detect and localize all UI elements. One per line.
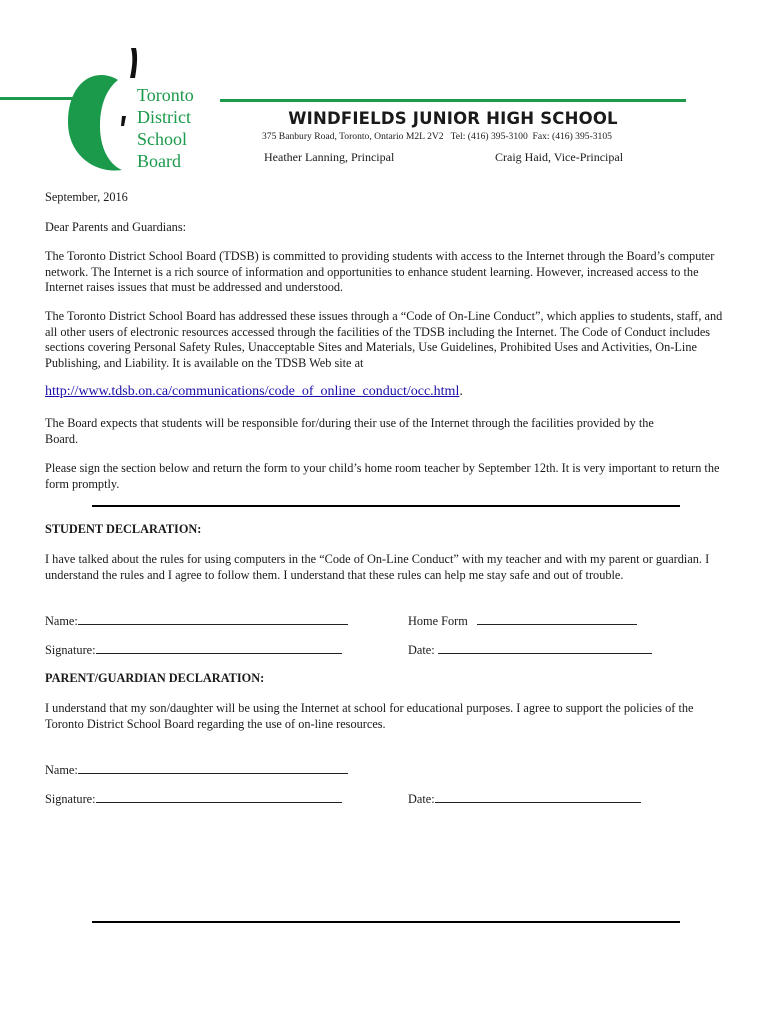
student-signature-row (45, 641, 342, 659)
student-signature-field[interactable] (96, 641, 342, 654)
parent-signature-field[interactable] (96, 790, 342, 803)
school-name: WINDFIELDS JUNIOR HIGH SCHOOL (288, 109, 618, 128)
logo-line-board: Board (137, 151, 181, 171)
school-address: 375 Banbury Road, Toronto, Ontario M2L 2V2 Tel: (416) 395-3100 Fax: (416) 395-3105 (262, 131, 612, 142)
letter-paragraph-2: The Toronto District School Board has addressed these issues through a “Code of On-Line Conduct”, which applies to students, staff, and all other users of electronic resources accessed through the facilities of the TDSB including the Internet. The Code of Conduct includes sections covering Personal Safety Rules, Unacceptable Sites and Materials, Use Guidelines, Prohibited Uses and Activities, On-Line Publishing, and Liability. It is available on the TDSB Web site at (45, 309, 723, 370)
student-date-row (408, 641, 652, 659)
letter-paragraph-1: The Toronto District School Board (TDSB) is committed to providing students with access to the Internet through the Board’s computer network. The Internet is a rich source of information and opportunities to enhance student learning. However, increased access to the Internet raises issues that must be addressed and understood. (45, 249, 715, 294)
student-name-field[interactable] (78, 612, 348, 625)
parent-declaration-text: I understand that my son/daughter will be using the Internet at school for educational purposes. I agree to support the policies of the Toronto District School Board regarding the use of on-line resources. (45, 701, 694, 731)
letter-paragraph-4: Please sign the section below and return the form to your child’s home room teacher by September 12th. It is very important to return the form promptly. (45, 461, 720, 491)
parent-declaration-heading: PARENT/GUARDIAN DECLARATION: (45, 671, 265, 685)
letter-salutation: Dear Parents and Guardians: (45, 220, 187, 234)
logo-line-district: District (137, 107, 191, 127)
parent-name-field[interactable] (78, 761, 348, 774)
student-declaration-text: I have talked about the rules for using computers in the “Code of On-Line Conduct” with my teacher and with my parent or guardian. I understand the rules and I agree to follow them. I understand that these rules can help me stay safe and out of trouble. (45, 552, 710, 582)
letter-paragraph-3: The Board expects that students will be responsible for/during their use of the Internet through the facilities provided by the Board. (45, 416, 654, 446)
code-of-conduct-link-line (45, 384, 463, 400)
student-home-form-row (408, 612, 637, 630)
parent-date-field[interactable] (435, 790, 641, 803)
parent-date-label: Date: (408, 792, 435, 806)
parent-date-row (408, 790, 641, 808)
student-date-label: Date: (408, 643, 435, 657)
principal-name: Heather Lanning, Principal (264, 150, 395, 164)
letter-date: September, 2016 (45, 190, 128, 204)
student-home-form-label: Home Form (408, 614, 468, 628)
section-divider-bottom (92, 921, 680, 923)
student-date-field[interactable] (438, 641, 652, 654)
student-home-form-field[interactable] (477, 612, 637, 625)
parent-name-label: Name: (45, 763, 78, 777)
vice-principal-name: Craig Haid, Vice-Principal (495, 150, 624, 164)
logo-line-school: School (137, 129, 188, 149)
parent-name-row (45, 761, 348, 779)
student-name-row (45, 612, 348, 630)
link-suffix: . (459, 384, 463, 399)
logo-line-toronto: Toronto (137, 85, 194, 105)
student-name-label: Name: (45, 614, 78, 628)
tdsb-logo (0, 44, 215, 179)
parent-signature-label: Signature: (45, 792, 96, 806)
header-green-rule (220, 99, 686, 102)
student-signature-label: Signature: (45, 643, 96, 657)
section-divider-top (92, 505, 680, 507)
student-declaration-heading: STUDENT DECLARATION: (45, 522, 202, 536)
parent-signature-row (45, 790, 342, 808)
code-of-conduct-link[interactable]: http://www.tdsb.on.ca/communications/code_of_online_conduct/occ.html (45, 384, 460, 399)
